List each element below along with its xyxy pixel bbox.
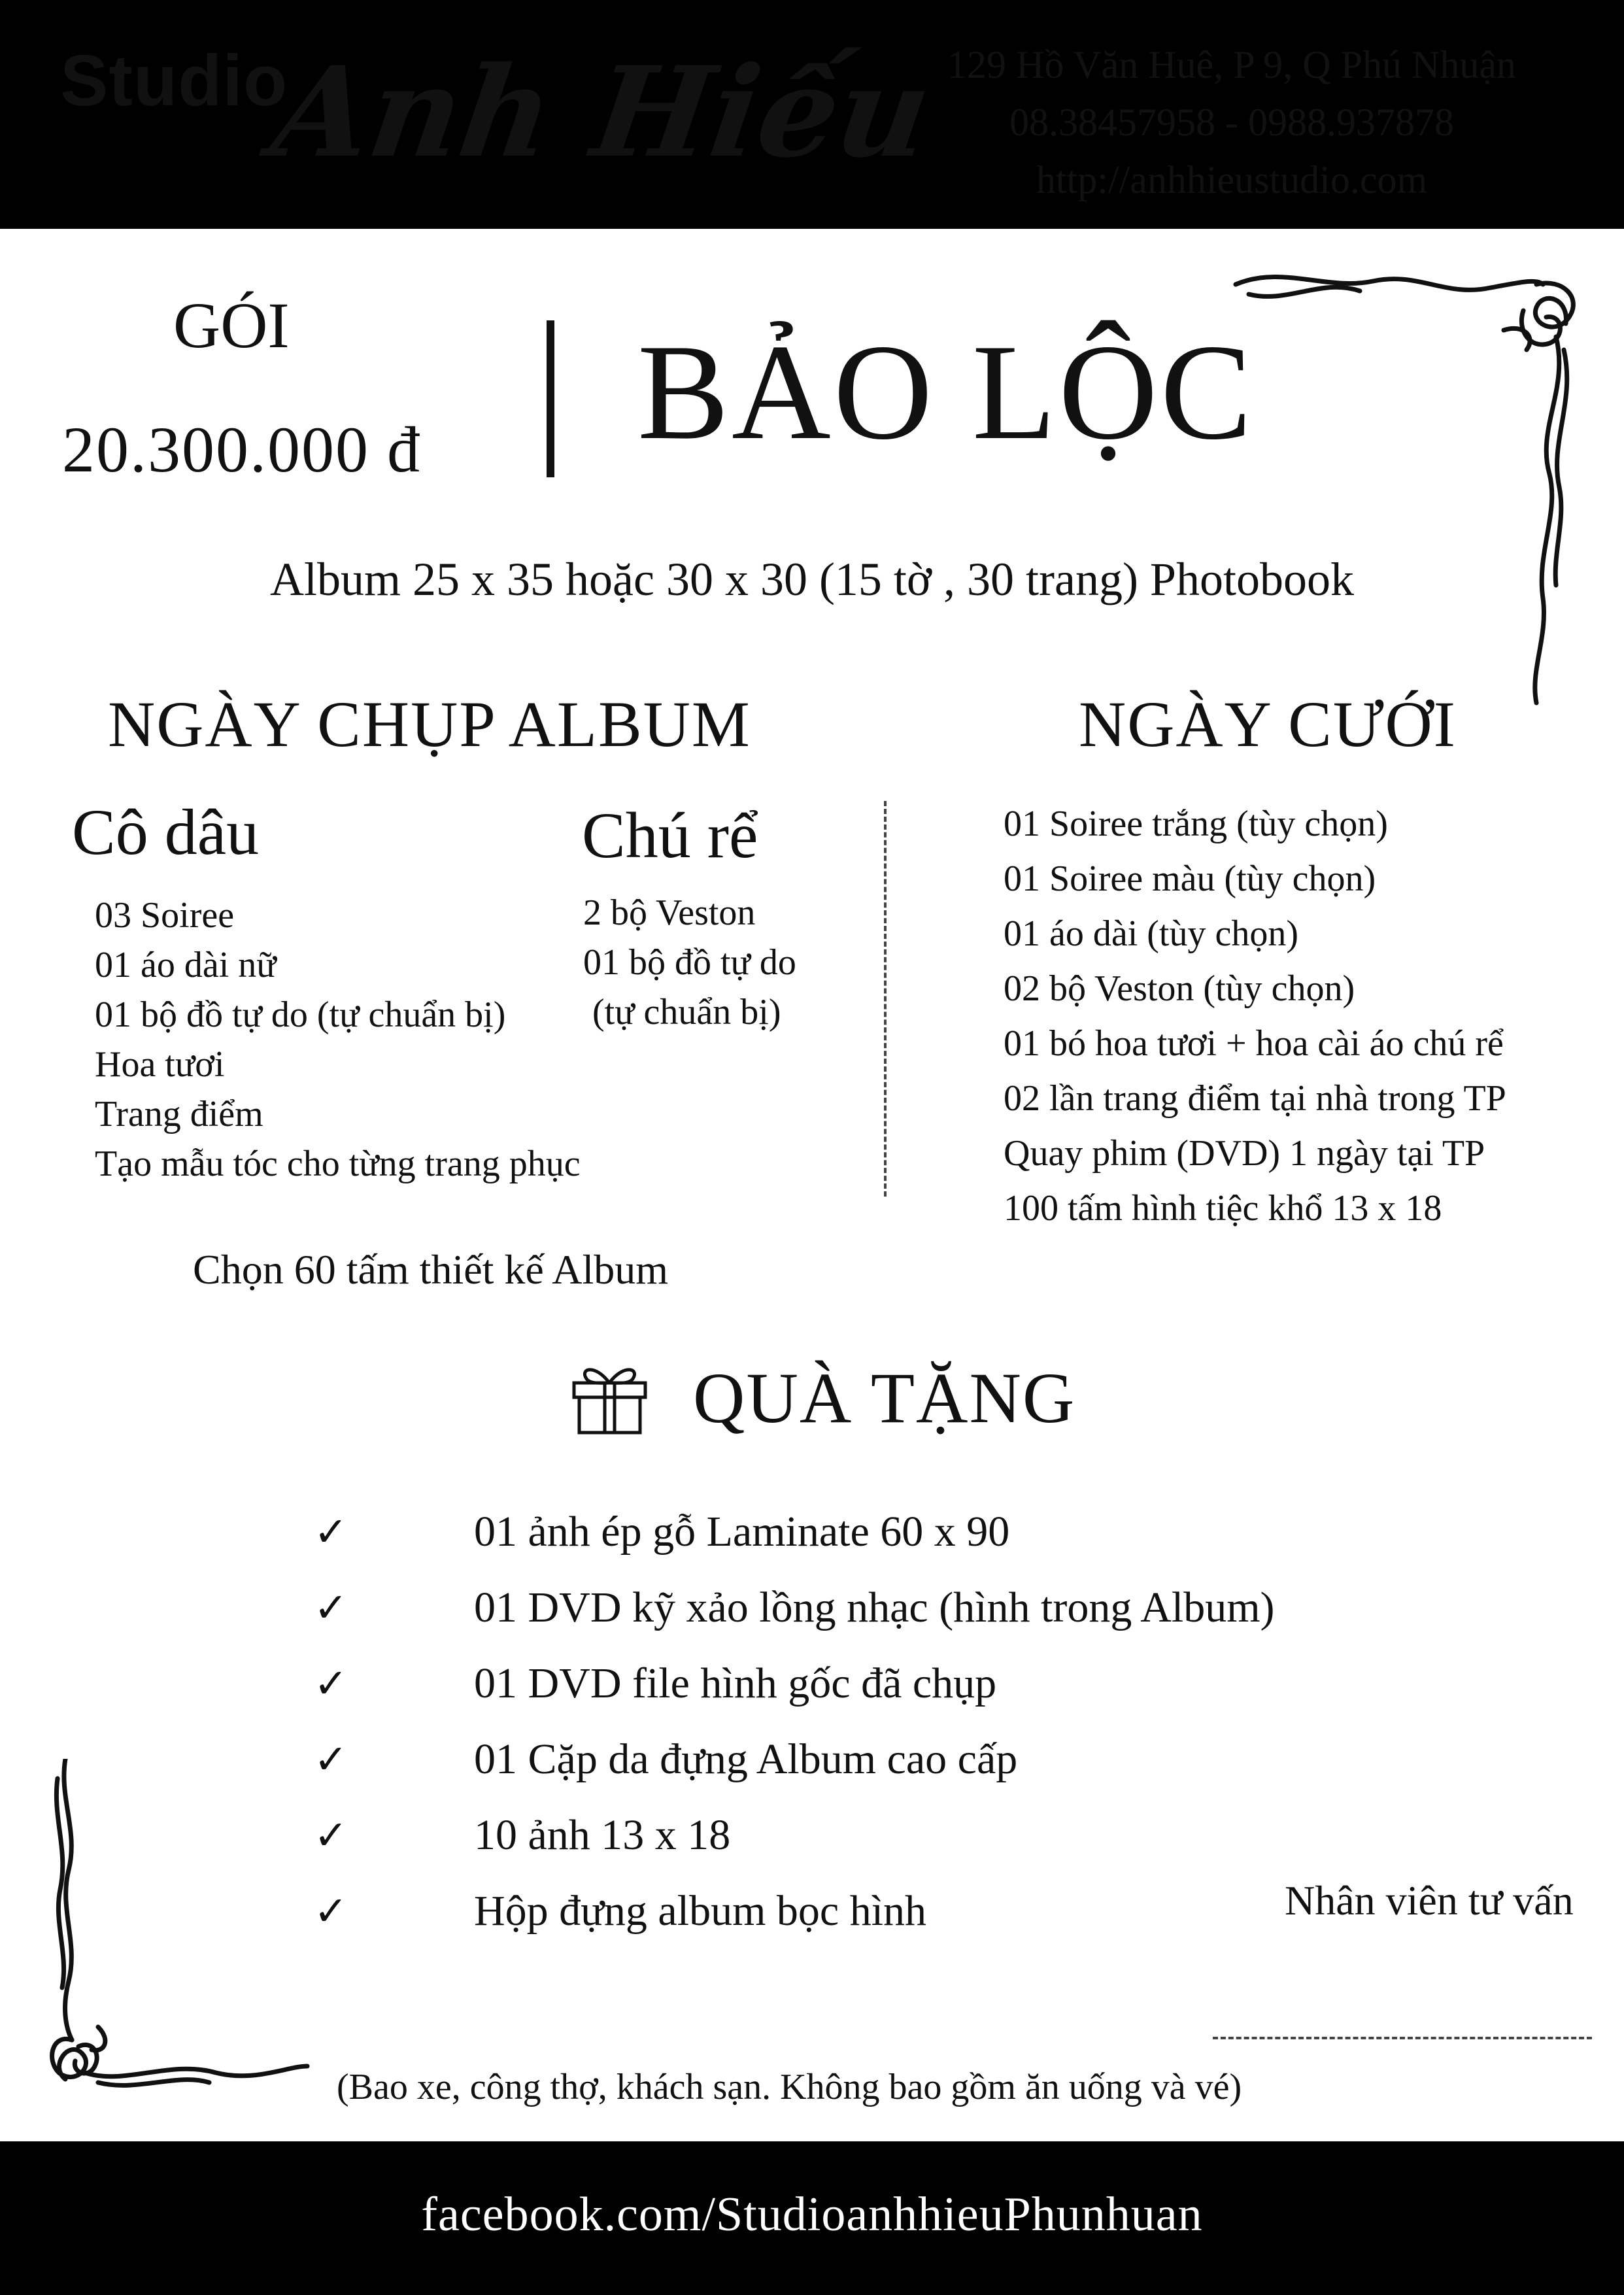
checkmark-icon: ✓ [314, 1584, 348, 1631]
list-item: 03 Soiree [95, 895, 235, 936]
gift-item-label: 01 DVD file hình gốc đã chụp [474, 1659, 997, 1707]
list-item: 100 tấm hình tiệc khổ 13 x 18 [1004, 1188, 1442, 1229]
logo-name-text: Anh Hiếu [264, 39, 939, 185]
gift-box-icon [569, 1357, 651, 1435]
facebook-link[interactable]: facebook.com/StudioanhhieuPhunhuan [421, 2188, 1203, 2241]
list-item: 02 bộ Veston (tùy chọn) [1004, 968, 1355, 1009]
list-item: 01 áo dài (tùy chọn) [1004, 913, 1298, 954]
list-item: Hoa tươi [95, 1044, 225, 1085]
phone-text: 08.38457958 - 0988.937878 [1009, 101, 1454, 144]
column-divider [884, 801, 887, 1197]
list-item: 01 áo dài nữ [95, 945, 277, 985]
checkmark-icon: ✓ [314, 1811, 348, 1859]
gift-item-label: Hộp đựng album bọc hình [474, 1887, 927, 1935]
groom-items-list [583, 888, 796, 1037]
address-text: 129 Hồ Văn Huê, P 9, Q Phú Nhuận [947, 43, 1516, 86]
corner-flourish-icon [39, 1759, 314, 2099]
list-item: Trang điểm [95, 1094, 263, 1134]
list-item: 01 bộ đồ tự do [583, 942, 796, 983]
list-item [314, 1722, 1275, 1797]
album-spec-text: Album 25 x 35 hoặc 30 x 30 (15 tờ , 30 trang) Photobook [270, 553, 1354, 605]
list-item: Tạo mẫu tóc cho từng trang phục [95, 1144, 581, 1184]
design-note-text: Chọn 60 tấm thiết kế Album [193, 1246, 669, 1293]
signature-line [1213, 2037, 1592, 2039]
wedding-items-list [1004, 796, 1506, 1236]
bride-items-list [95, 891, 581, 1189]
checkmark-icon: ✓ [314, 1735, 348, 1783]
package-label: GÓI [173, 289, 290, 362]
checkmark-icon: ✓ [314, 1887, 348, 1935]
wedding-day-heading: NGÀY CƯỚI [1079, 688, 1457, 760]
list-item: 2 bộ Veston [583, 892, 756, 933]
gifts-heading: QUÀ TẶNG [693, 1358, 1076, 1438]
shoot-day-heading: NGÀY CHỤP ALBUM [108, 688, 751, 760]
checkmark-icon: ✓ [314, 1508, 348, 1556]
corner-flourish-icon [1229, 258, 1595, 709]
gift-item-label: 01 DVD kỹ xảo lồng nhạc (hình trong Album) [474, 1584, 1275, 1631]
list-item: 01 Soiree trắng (tùy chọn) [1004, 804, 1388, 844]
package-name: BẢO LỘC [637, 316, 1255, 468]
checkmark-icon: ✓ [314, 1659, 348, 1707]
logo-studio-text: Studio [60, 41, 288, 121]
website-link[interactable]: http://anhhieustudio.com [1036, 158, 1428, 201]
list-item: 01 Soiree màu (tùy chọn) [1004, 858, 1376, 899]
consultant-label: Nhân viên tư vấn [1285, 1877, 1574, 1924]
gift-item-label: 10 ảnh 13 x 18 [474, 1811, 731, 1859]
list-item [314, 1646, 1275, 1722]
groom-heading: Chú rể [582, 799, 758, 872]
list-item: 01 bộ đồ tự do (tự chuẩn bị) [95, 994, 506, 1035]
title-divider [547, 320, 554, 477]
contact-block [872, 36, 1591, 209]
gift-items-list [314, 1494, 1275, 1949]
list-item [314, 1873, 1275, 1949]
footnote-text: (Bao xe, công thợ, khách sạn. Không bao gồm ăn uống và vé) [337, 2067, 1242, 2107]
list-item: (tự chuẩn bị) [583, 992, 781, 1032]
gift-item-label: 01 Cặp da đựng Album cao cấp [474, 1735, 1018, 1783]
list-item [314, 1494, 1275, 1570]
list-item [314, 1570, 1275, 1646]
list-item: 01 bó hoa tươi + hoa cài áo chú rể [1004, 1023, 1504, 1064]
bride-heading: Cô dâu [72, 796, 260, 868]
list-item: 02 lần trang điểm tại nhà trong TP [1004, 1078, 1506, 1119]
gift-item-label: 01 ảnh ép gỗ Laminate 60 x 90 [474, 1508, 1010, 1556]
list-item [314, 1797, 1275, 1873]
list-item: Quay phim (DVD) 1 ngày tại TP [1004, 1133, 1485, 1174]
package-price: 20.300.000 đ [62, 413, 421, 486]
